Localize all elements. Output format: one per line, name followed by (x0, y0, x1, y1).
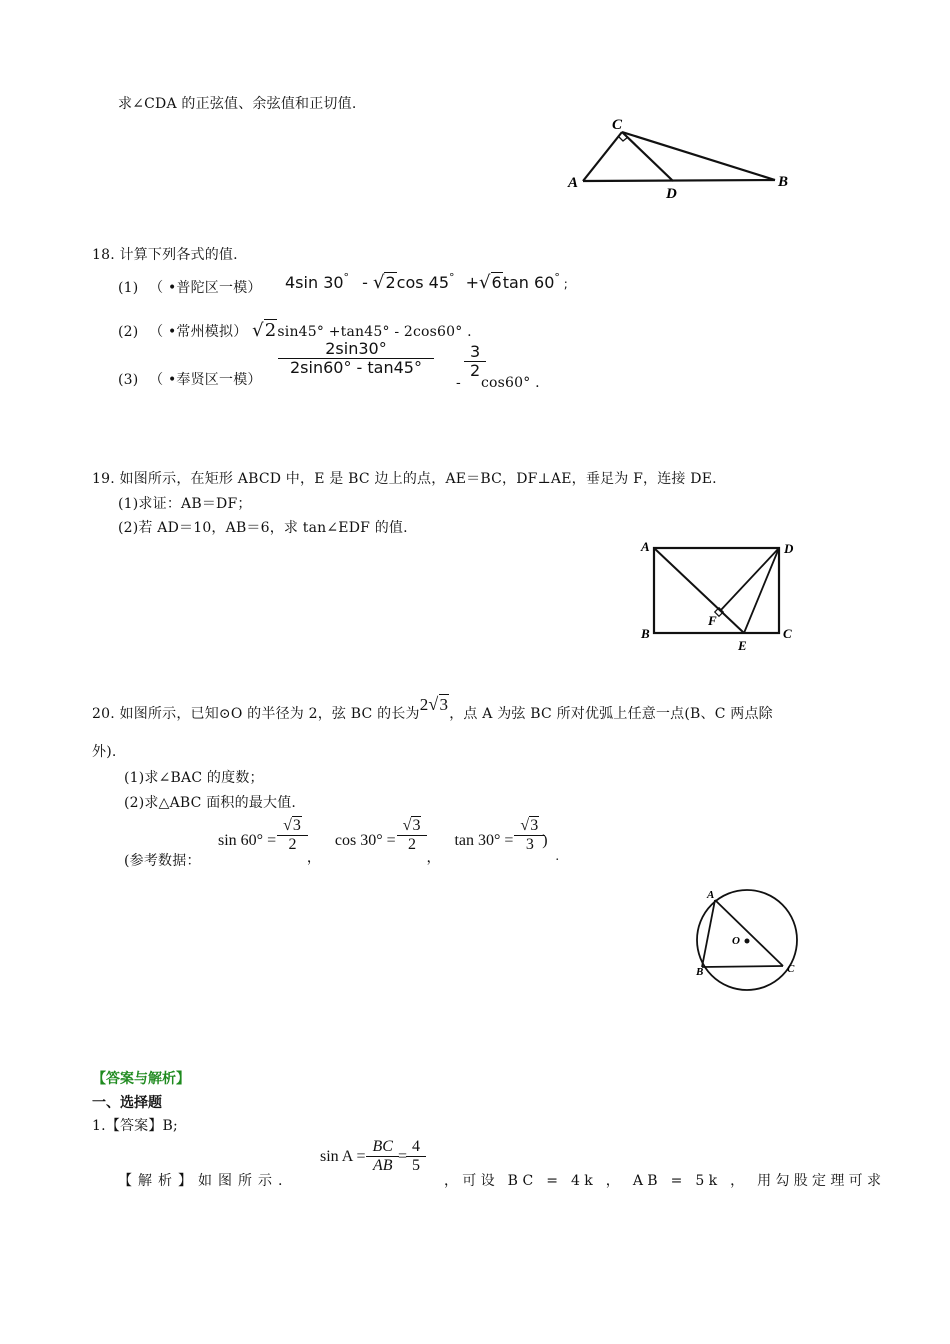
q20-part-1: (1)求∠BAC 的度数； (124, 770, 264, 786)
svg-text:A: A (707, 889, 715, 901)
answers-section-title: 一、选择题 (92, 1095, 162, 1111)
q17-triangle-figure (560, 110, 800, 205)
svg-text:A: A (641, 539, 650, 554)
q18-item-2: (2) （ •常州模拟） √2sin45° +tan45° - 2cos60° . (118, 320, 472, 341)
q20-title-cont: 外). (92, 744, 117, 760)
q19-part-2: (2)若 AD＝10，AB＝6，求 tan∠EDF 的值. (118, 520, 408, 536)
label-d: D (666, 186, 677, 202)
answer-1-formula: sin A = $\frac{BC}{AB}$ = $\frac{4}{5}$ (320, 1138, 423, 1175)
item-source: （ •常州模拟） (149, 324, 248, 340)
label-c: C (612, 117, 623, 133)
svg-text:B: B (696, 966, 704, 978)
label-b: B (778, 174, 789, 190)
answer-1-analysis-text: ，可设 BC = 4k ， AB = 5k ， 用勾股定理可求 (444, 1173, 886, 1189)
q18-item-3 (118, 371, 262, 389)
svg-text:E: E (738, 638, 747, 653)
fraction-1: $\frac{2\sin 30^\circ}{2\sin 60^\circ - \tan 45^\circ}$ (284, 340, 428, 377)
svg-text:F: F (708, 613, 717, 628)
svg-text:O: O (732, 935, 740, 947)
item-source: （ •奉贤区一模） (149, 372, 262, 388)
answer-1-analysis-label: 【解析】如图所示. (118, 1173, 289, 1189)
q19-part-1: (1)求证：AB＝DF； (118, 496, 252, 512)
svg-text:C: C (783, 626, 792, 641)
svg-text:B: B (641, 626, 650, 641)
q18-item-1 (118, 279, 262, 297)
label-a: A (568, 175, 579, 191)
q19-rectangle-figure (630, 535, 810, 655)
q19-title: 19. 如图所示，在矩形 ABCD 中，E 是 BC 边上的点，AE＝BC，DF⊥AE，垂足为 F，连接 DE. (92, 471, 717, 487)
item-source: （ •普陀区一模） (149, 280, 262, 296)
item-number: (2) (118, 324, 139, 340)
q18-expr-3 (284, 340, 428, 377)
item-number: (1) (118, 280, 139, 296)
answers-heading: 【答案与解析】 (92, 1071, 190, 1087)
q20-title: 20. 如图所示，已知⊙O 的半径为 2，弦 BC 的长为2√3，点 A 为弦 BC 所对优弧上任意一点(B、C 两点除 (92, 694, 773, 722)
q20-reference-label: (参考数据： (124, 853, 201, 869)
answer-1-label: 1.【答案】B; (92, 1118, 178, 1134)
item-number: (3) (118, 372, 139, 388)
q20-circle-figure (690, 885, 810, 995)
svg-text:D: D (784, 541, 794, 556)
fraction-3-2: $\frac{3}{2}$ (467, 343, 483, 380)
q20-reference-data: sin 60° = $\frac{√3}{2}$ ， cos 30° = $\frac{√3}{2}$ ， tan 30° = $\frac{√3}{3}$ ) . (218, 817, 560, 866)
q18-expr-1: 4sin 30° - √2cos 45° +√6tan 60° ; (285, 271, 568, 293)
svg-text:C: C (787, 963, 795, 975)
q17-question-text: 求∠CDA 的正弦值、余弦值和正切值. (118, 96, 357, 112)
q20-part-2: (2)求△ABC 面积的最大值. (124, 795, 297, 811)
q18-title: 18. 计算下列各式的值. (92, 247, 238, 263)
sqrt-2: √2 (252, 320, 277, 341)
